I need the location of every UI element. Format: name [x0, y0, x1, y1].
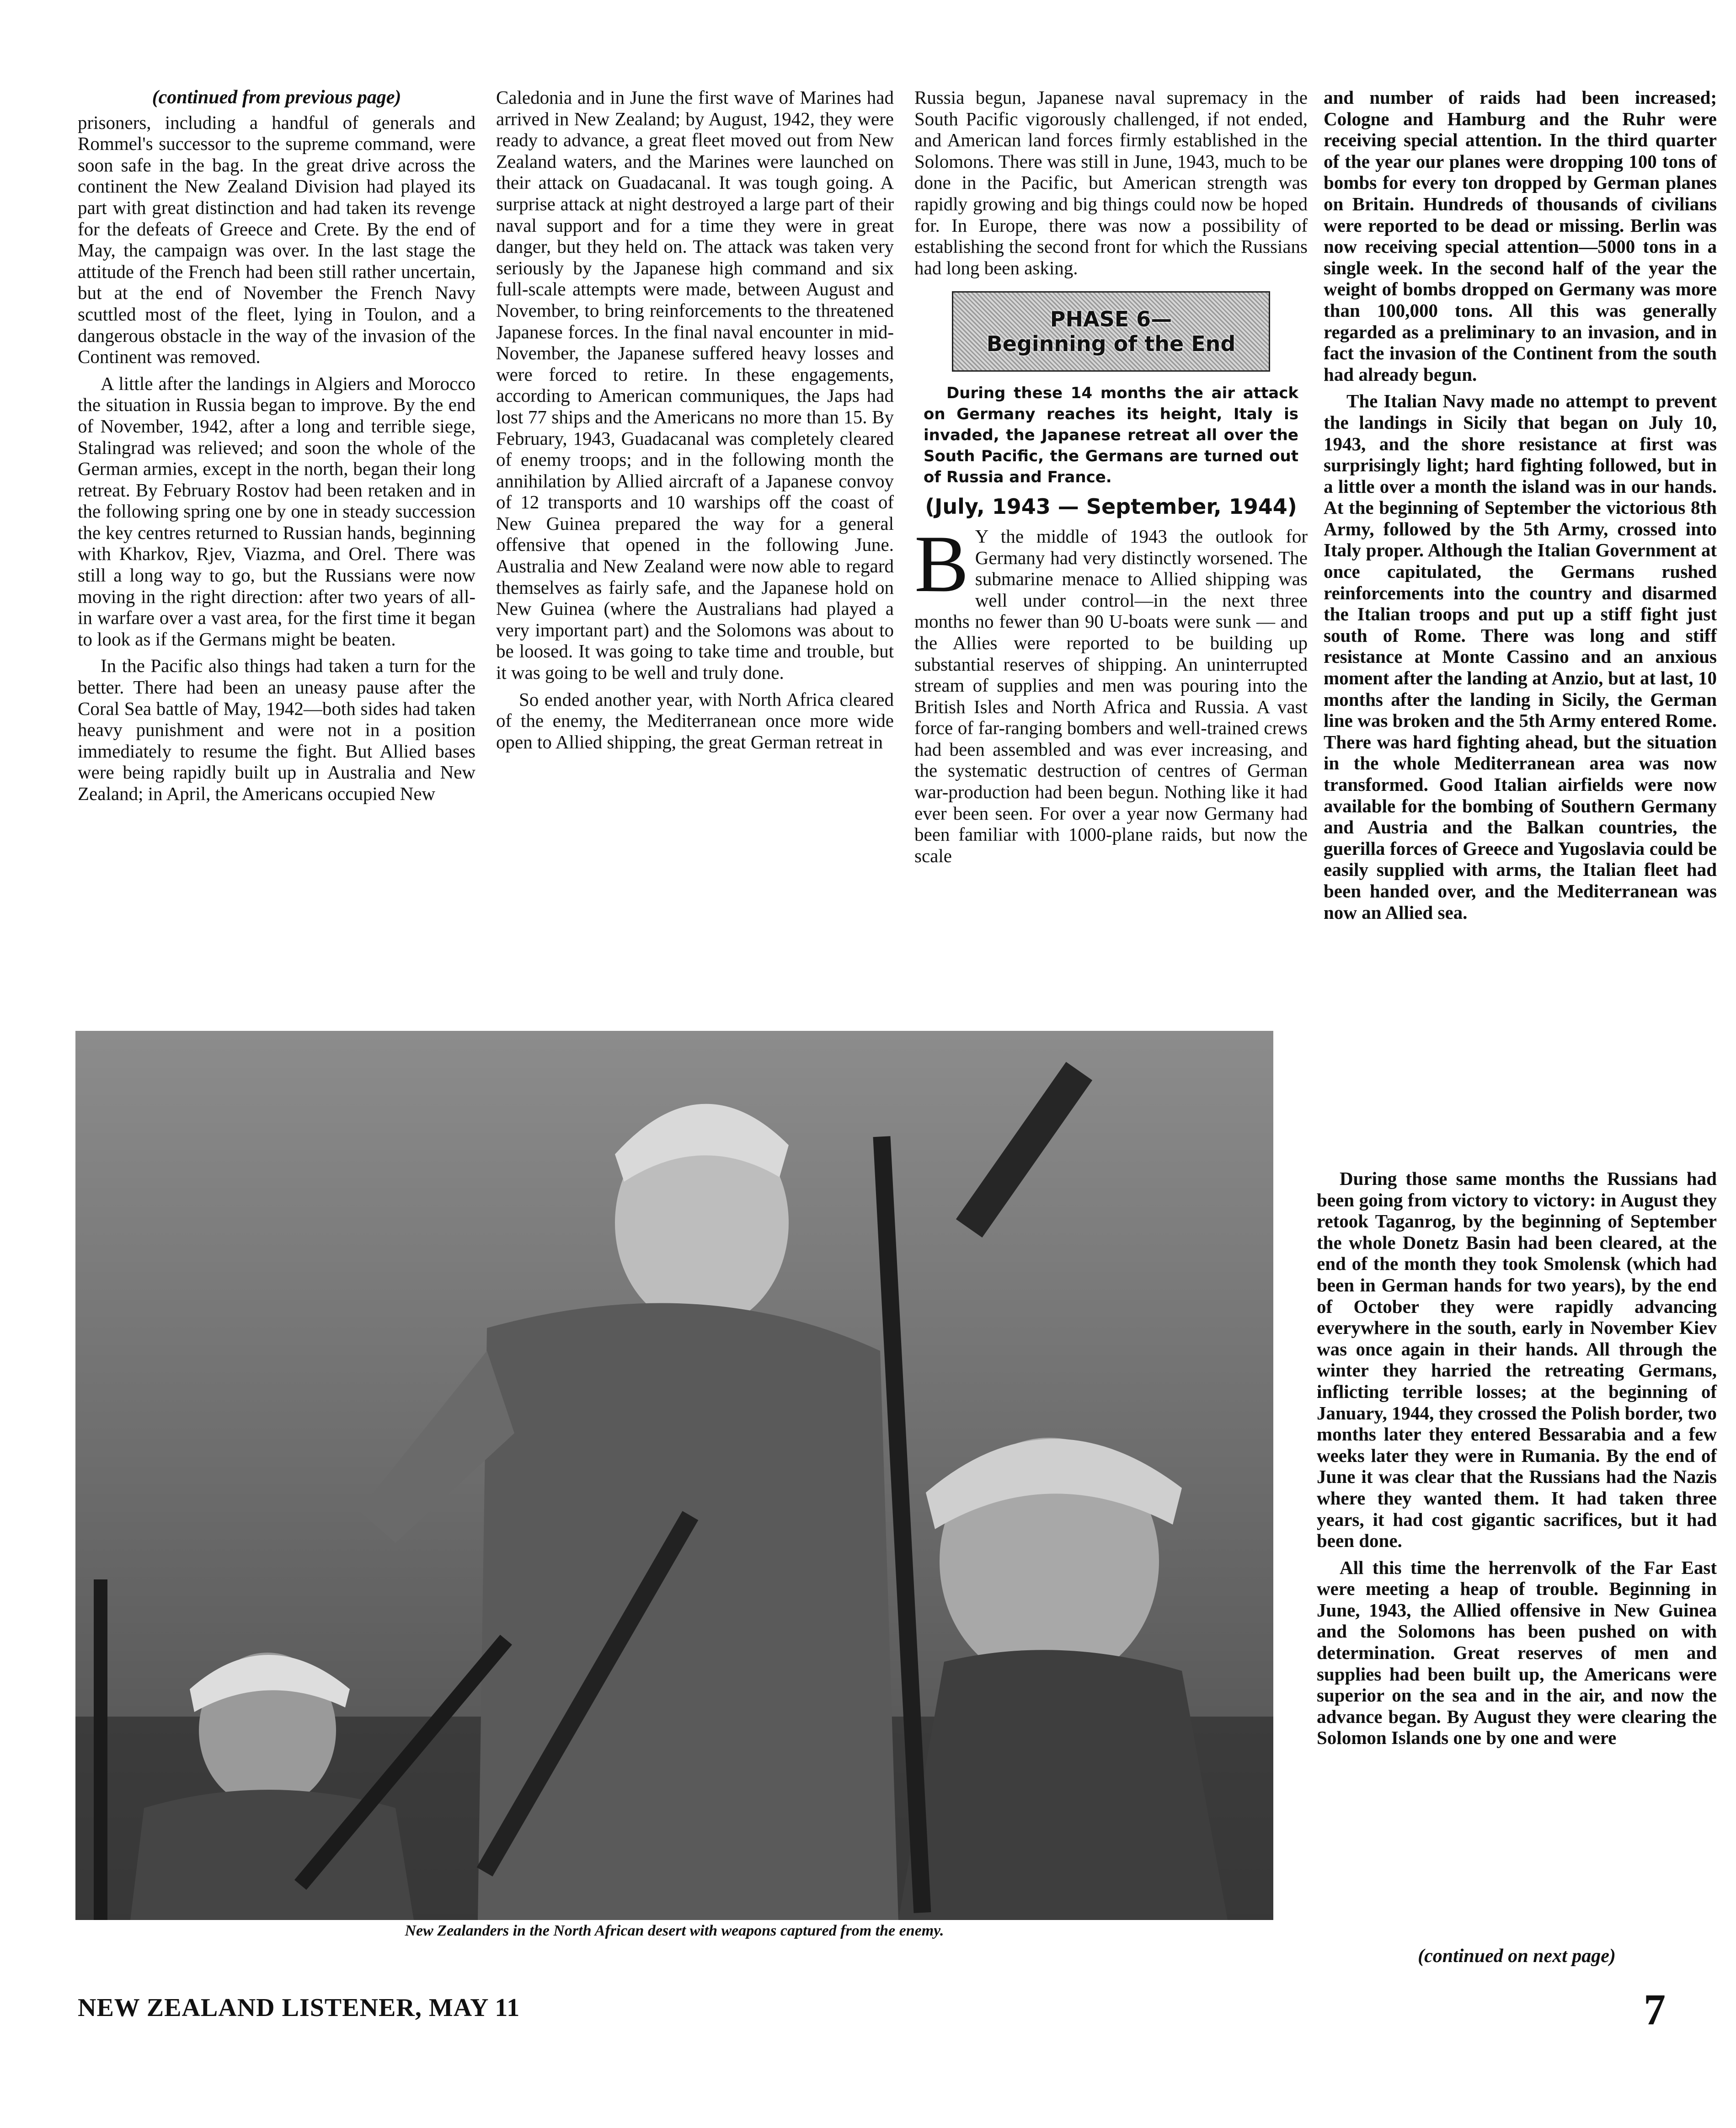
phase-title: PHASE 6—: [1050, 307, 1172, 332]
phase-dates: (July, 1943 — September, 1944): [925, 494, 1297, 519]
paragraph-text: Y the middle of 1943 the outlook for Germany had very distinctly worsened. The submarine menace to Allied shipping was well under control—in the next three months no fewer than 90 U-boats were sunk — and the Allies were reported to be building up substantial reserves of shipping. An uninterrupted stream of supplies and men was pouring into the British Isles and North Africa and Russia. A vast force of far-ranging bombers and well-trained crews had been assembled and was ever increasing, and the systematic destruction of centres of German war-production had been begun. Nothing like it had ever been seen. For over a year now Germany had been familiar with 1000-plane raids, but now the scale: [914, 525, 1308, 866]
phase-heading-box: [952, 291, 1270, 372]
paragraph: All this time the herrenvolk of the Far East were meeting a heap of trouble. Beginning in June, 1943, the Allied offensive in New Guinea and the Solomons has been pushed on with determination. Great reserves of men and supplies had been built up, the Americans were superior on the sea and in the air, and now the advance began. By August they were clearing the Solomon Islands one by one and were: [1317, 1557, 1717, 1749]
continued-from-label: (continued from previous page): [152, 87, 401, 108]
paragraph: Russia begun, Japanese naval supremacy in the South Pacific vigorously challenged, if not ended, and American land forces firmly established in the Solomons. There was still in June, 1943, much to be done in the Pacific, but American strength was rapidly growing and big things could now be hoped for. In Europe, there was now a possibility of establishing the second front for which the Russians had long been asking.: [914, 87, 1308, 278]
paragraph: A little after the landings in Algiers and Morocco the situation in Russia began to improve. By the end of November, 1942, after a long and terrible siege, Stalingrad was relieved; and soon the whole of the German armies, except in the north, began their long retreat. By February Rostov had been retaken and in the following spring one by one in steady succession the key centres returned to Russian hands, beginning with Kharkov, Rjev, Viazma, and Orel. There was still a long way to go, but the Russians were now moving in the right direction: after two years of all-in warfare over a vast area, for the first time it began to look as if the Germans might be beaten.: [78, 373, 475, 650]
paragraph: The Italian Navy made no attempt to prevent the landings in Sicily that began on July 10, 1943, and the shore resistance at first was surprisingly light; hard fighting followed, but in a little over a month the island was in our hands. At the beginning of September the victorious 8th Army, followed by the 5th Army, crossed into Italy proper. Although the Italian Government at once capitulated, the Germans rushed reinforcements into the country and disarmed the Italian troops and put up a stiff fight just south of Rome. There was long and stiff resistance at Monte Cassino and an anxious moment after the landing at Anzio, but at last, 10 months after the landing in Sicily, the German line was broken and the 5th Army entered Rome. There was hard fighting ahead, but the situation in the whole Mediterranean area was now transformed. Good Italian airfields were now available for the bombing of Southern Germany and Austria and the Balkan countries, the guerilla forces of Greece and Yugoslavia could be easily supplied with arms, the Italian fleet had been handed over, and the Mediterranean was now an Allied sea.: [1324, 390, 1717, 923]
column-3: [914, 87, 1308, 872]
phase-subtitle: Beginning of the End: [986, 331, 1236, 357]
paragraph: Caledonia and in June the first wave of Marines had arrived in New Zealand; by August, 1942, they were ready to advance, a great fleet moved out from New Zealand waters, and the Marines were launched on their attack on Guadacanal. It was tough going. A surprise attack at night destroyed a large part of their naval support and for a time they were in great danger, but they held on. The attack was taken very seriously by the Japanese high command and six full-scale attempts were made, between August and November, to bring reinforcements to the threatened Japanese forces. In the final naval encounter in mid-November, the Japanese suffered heavy losses and were forced to retire. In these engagements, according to American communiques, the Japs had lost 77 ships and the Americans no more than 15. By February, 1943, Guadacanal was completely cleared of enemy troops; and in the following month the annihilation by Allied aircraft of a Japanese convoy of 12 transports and 10 warships off the coast of New Guinea prepared the way for a general offensive that opened in the following June. Australia and New Zealand were now able to regard themselves as fairly safe, and the Japanese hold on New Guinea (where the Australians had played a very important part) and the Solomons was about to be loosed. It was going to take time and trouble, but it was going to be well and truly done.: [496, 87, 894, 683]
paragraph: and number of raids had been increased; Cologne and Hamburg and the Ruhr were receiving special attention. In the third quarter of the year our planes were dropping 100 tons of bombs for every ton dropped by German planes on Britain. Hundreds of thousands of civilians were reported to be dead or missing. Berlin was now receiving special attention—5000 tons in a single week. In the second half of the year the weight of bombs dropped on Germany was more than 100,000 tons. All this was generally regarded as a preliminary to an invasion, and in fact the invasion of the Continent from the south had already begun.: [1324, 87, 1717, 385]
column-2: [496, 87, 894, 758]
paragraph: prisoners, including a handful of generals and Rommel's successor to the supreme command, were soon safe in the bag. In the great drive across the continent the New Zealand Division had played its part with great distinction and had taken its revenge for the defeats of Greece and Crete. By the end of May, the campaign was over. In the last stage the attitude of the French had been still rather uncertain, but at the end of November the French Navy scuttled most of the fleet, lying in Toulon, and a dangerous obstacle in the way of the invasion of the Continent was removed.: [78, 112, 475, 368]
photo-caption: New Zealanders in the North African desert with weapons captured from the enemy.: [405, 1922, 944, 1939]
phase-summary: During these 14 months the air attack on Germany reaches its height, Italy is invaded, the Japanese retreat all over the South Pacific, the Germans are turned out of Russia and France.: [924, 384, 1298, 487]
paragraph: So ended another year, with North Africa cleared of the enemy, the Mediterranean once more wide open to Allied shipping, the great German retreat in: [496, 688, 894, 752]
paragraph: During those same months the Russians had been going from victory to victory: in August they retook Taganrog, by the beginning of September the whole Donetz Basin had been cleared, at the end of the month they took Smolensk (which had been in German hands for two years), by the end of October they were rapidly advancing everywhere in the south, early in November Kiev was once again in their hands. All through the winter they harried the retreating Germans, inflicting terrible losses; at the beginning of January, 1944, they crossed the Polish border, two months later they entered Bessarabia and a few weeks later they were in Rumania. By the end of June it was clear that the Russians had the Nazis where they wanted them. It had taken three years, it had cost gigantic sacrifices, but it had been done.: [1317, 1168, 1717, 1552]
column-1: [78, 87, 475, 810]
drop-cap: B: [914, 518, 969, 609]
soldiers-photograph: [75, 1031, 1273, 1920]
continued-on-label: (continued on next page): [1418, 1946, 1616, 1967]
paragraph: In the Pacific also things had taken a turn for the better. There had been an uneasy pause after the Coral Sea battle of May, 1942—both sides had taken heavy punishment and were not in a position immediately to resume the fight. But Allied bases were being rapidly built up in Australia and New Zealand; in April, the Americans occupied New: [78, 655, 475, 804]
photo-illustration: [75, 1031, 1273, 1920]
publication-footer: NEW ZEALAND LISTENER, MAY 11: [78, 1994, 520, 2022]
column-4: [1324, 87, 1717, 928]
page-number: 7: [1644, 1985, 1666, 2034]
paragraph: [914, 518, 1308, 867]
column-4-lower: [1317, 1168, 1717, 1754]
